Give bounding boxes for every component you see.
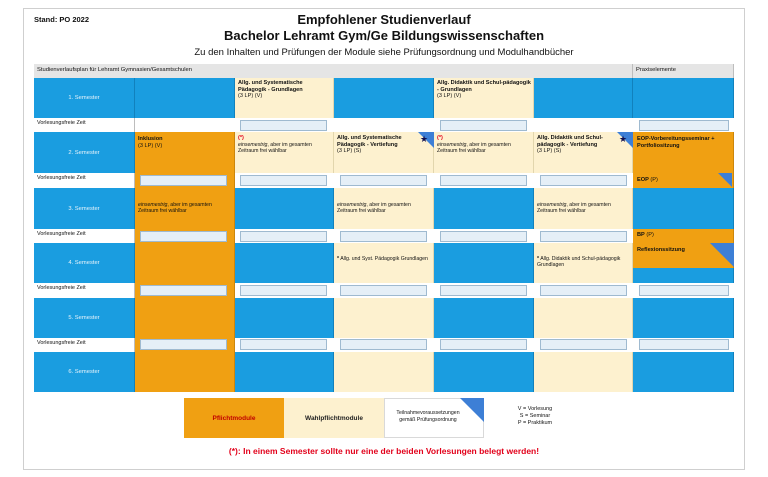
module-allg-vertiefung-lp: (3 LP) (S) bbox=[337, 148, 362, 154]
module-didaktik-vertiefung-title: Allg. Didaktik und Schul-pädagogik - Vertiefung bbox=[537, 135, 603, 148]
vfz-box-3-5 bbox=[540, 231, 627, 242]
semester-6-label: 6. Semester bbox=[34, 352, 135, 392]
footnote-star-1: * bbox=[337, 256, 340, 262]
module-reflexion bbox=[634, 245, 714, 256]
module-bp-title: BP bbox=[637, 232, 645, 238]
legend-abbrev bbox=[500, 406, 570, 427]
vfz-box-1-4 bbox=[440, 120, 527, 131]
stand-label: Stand: PO 2022 bbox=[34, 15, 90, 24]
legend-v: V = Vorlesung bbox=[517, 406, 553, 412]
cell-s6-praxis bbox=[633, 352, 734, 392]
vfz-box-5-1 bbox=[140, 339, 227, 350]
cell-s4-c4 bbox=[434, 243, 534, 283]
cell-s1-c3 bbox=[334, 78, 434, 118]
legend-wahl: Wahlpflichtmodule bbox=[284, 398, 384, 438]
cell-s4-c2 bbox=[235, 243, 334, 283]
semester-5-label: 5. Semester bbox=[34, 298, 135, 338]
legend-p: P = Praktikum bbox=[517, 420, 553, 426]
cell-s3-praxis bbox=[633, 188, 734, 229]
module-didaktik-grundlagen bbox=[434, 78, 534, 102]
vfz-label-5: Vorlesungsfreie Zeit bbox=[34, 338, 135, 352]
vfz-box-3-4 bbox=[440, 231, 527, 242]
vfz-label-3: Vorlesungsfreie Zeit bbox=[34, 229, 135, 243]
vfz-box-5-2 bbox=[240, 339, 327, 350]
cell-s6-c2 bbox=[235, 352, 334, 392]
cell-s2-c4-note bbox=[434, 133, 534, 157]
einsem-text-3: , aber im gesamten Zeitraum frei wählbar bbox=[138, 202, 212, 215]
module-eop-suffix: (P) bbox=[650, 177, 658, 183]
vfz-box-3-1 bbox=[140, 231, 227, 242]
vfz-box-1-2 bbox=[240, 120, 327, 131]
cell-s5-praxis bbox=[633, 298, 734, 338]
module-eop-seminar bbox=[634, 134, 733, 151]
module-bp-suffix: (P) bbox=[646, 232, 654, 238]
table-header-praxis: Praxiselemente bbox=[633, 64, 734, 78]
module-inklusion-lp: (3 LP) (V) bbox=[138, 142, 163, 149]
einsem-em-5: einsemestrig bbox=[537, 202, 567, 208]
footnote-star-2: * bbox=[537, 256, 540, 262]
vfz-box-2-2 bbox=[240, 175, 327, 186]
cell-s6-c3 bbox=[334, 352, 434, 392]
vfz-box-4-5 bbox=[540, 285, 627, 296]
module-allg-grundlagen-lp: (3 LP) (V) bbox=[238, 93, 263, 99]
module-allg-vertiefung-title: Allg. und Systematische Pädagogik - Vertiefung bbox=[337, 135, 402, 148]
cell-s4-praxis-bottom bbox=[633, 268, 734, 283]
inklusion-column bbox=[135, 132, 235, 392]
module-eop bbox=[634, 175, 714, 186]
legend-triangle bbox=[460, 398, 484, 422]
vfz-box-2-4 bbox=[440, 175, 527, 186]
module-reflexion-title: Reflexionssitzung bbox=[637, 247, 685, 253]
footer-text: : In einem Semester sollte nur eine der beiden Vorlesungen belegt werden! bbox=[237, 446, 540, 456]
legend-teilnahme: Teilnahmevoraussetzungen gemäß Prüfungsordnung bbox=[396, 410, 460, 423]
vfz-box-5-3 bbox=[340, 339, 427, 350]
cell-s6-c4 bbox=[434, 352, 534, 392]
cell-s6-c5 bbox=[534, 352, 633, 392]
einsem-em-2: einsemestrig bbox=[437, 141, 467, 148]
info-line: Zu den Inhalten und Prüfungen der Module siehe Prüfungsordnung und Modulhandbücher bbox=[194, 47, 574, 58]
star-icon: ★ bbox=[619, 134, 628, 144]
vfz-box-5-4 bbox=[440, 339, 527, 350]
prerequisite-triangle-4 bbox=[710, 243, 734, 267]
cell-s5-c5 bbox=[534, 298, 633, 338]
module-didaktik-grundlagen-lp: (3 LP) (V) bbox=[437, 93, 462, 99]
module-didaktik-vertiefung-lp: (3 LP) (S) bbox=[537, 148, 562, 154]
vfz-label-4: Vorlesungsfreie Zeit bbox=[34, 283, 135, 298]
vfz-box-4-2 bbox=[240, 285, 327, 296]
vfz-box-4-6 bbox=[639, 285, 729, 296]
vfz-label-2: Vorlesungsfreie Zeit bbox=[34, 173, 135, 188]
footnote-didaktik bbox=[534, 254, 632, 270]
vfz-box-4-4 bbox=[440, 285, 527, 296]
einsem-em-3: einsemestrig bbox=[138, 202, 168, 208]
legend-s: S = Seminar bbox=[519, 413, 551, 419]
allg-vertiefung-note bbox=[334, 200, 432, 216]
module-allg-grundlagen bbox=[235, 78, 334, 102]
vfz-box-5-5 bbox=[540, 339, 627, 350]
module-didaktik-grundlagen-title: Allg. Didaktik und Schul-pädagogik - Grundlagen bbox=[437, 80, 531, 93]
asterisk-note-1: (*) bbox=[238, 135, 244, 141]
vfz-box-5-6 bbox=[639, 339, 729, 350]
star-icon: ★ bbox=[420, 134, 429, 144]
table-header-plan: Studienverlaufsplan für Lehramt Gymnasien/Gesamtschulen bbox=[34, 64, 633, 78]
module-eop-title: EOP bbox=[637, 177, 649, 183]
vfz-box-3-2 bbox=[240, 231, 327, 242]
vfz-box-2-3 bbox=[340, 175, 427, 186]
asterisk-note-2: (*) bbox=[437, 135, 443, 141]
didaktik-vertiefung-note bbox=[534, 200, 632, 216]
inklusion-note bbox=[135, 200, 233, 216]
einsem-text-1: , aber im gesamten Zeitraum frei wählbar bbox=[238, 141, 312, 154]
cell-s3-c2 bbox=[235, 188, 334, 229]
page-title: Empfohlener Studienverlauf bbox=[297, 12, 471, 27]
legend-pflicht: Pflichtmodule bbox=[184, 398, 284, 438]
cell-s5-c4 bbox=[434, 298, 534, 338]
einsem-text-5: , aber im gesamten Zeitraum frei wählbar bbox=[537, 202, 611, 215]
module-allg-vertiefung bbox=[334, 133, 420, 157]
semester-1-label: 1. Semester bbox=[34, 78, 135, 118]
module-didaktik-vertiefung bbox=[534, 133, 620, 157]
prerequisite-triangle-3 bbox=[718, 173, 732, 187]
einsem-em-1: einsemestrig bbox=[238, 141, 268, 148]
einsem-text-4: , aber im gesamten Zeitraum frei wählbar bbox=[337, 202, 411, 215]
vfz-box-3-3 bbox=[340, 231, 427, 242]
footnote-allg bbox=[334, 254, 432, 264]
cell-s1-praxis bbox=[633, 78, 734, 118]
vfz-label-1: Vorlesungsfreie Zeit bbox=[34, 118, 135, 132]
footnote-allg-text: Allg. und Syst. Pädagogik Grundlagen bbox=[340, 256, 428, 262]
module-inklusion-title: Inklusion bbox=[138, 136, 163, 142]
semester-3-label: 3. Semester bbox=[34, 188, 135, 229]
cell-s2-c2-note bbox=[235, 133, 334, 157]
cell-s5-c3 bbox=[334, 298, 434, 338]
vfz-box-4-3 bbox=[340, 285, 427, 296]
module-inklusion bbox=[135, 134, 235, 151]
footer-asterisk: (*) bbox=[228, 446, 238, 456]
module-eop-seminar-title: EOP-Vorbereitungsseminar + Portfoliositzung bbox=[637, 136, 715, 149]
einsem-em-4: einsemestrig bbox=[337, 202, 367, 208]
vfz-box-4-1 bbox=[140, 285, 227, 296]
cell-s1-c1 bbox=[135, 78, 235, 118]
page-subtitle-degree: Bachelor Lehramt Gym/Ge Bildungswissenschaften bbox=[223, 28, 545, 43]
footnote-didaktik-text: Allg. Didaktik und Schul-pädagogik Grundlagen bbox=[537, 256, 621, 269]
cell-s1-c5 bbox=[534, 78, 633, 118]
semester-2-label: 2. Semester bbox=[34, 132, 135, 173]
vfz-box-2-5 bbox=[540, 175, 627, 186]
footer-note bbox=[0, 446, 768, 456]
cell-s5-c2 bbox=[235, 298, 334, 338]
module-bp bbox=[634, 230, 714, 241]
einsem-text-2: , aber im gesamten Zeitraum frei wählbar bbox=[437, 141, 511, 154]
vfz-box-2-1 bbox=[140, 175, 227, 186]
cell-s3-c4 bbox=[434, 188, 534, 229]
vfz-box-1-6 bbox=[639, 120, 729, 131]
semester-4-label: 4. Semester bbox=[34, 243, 135, 283]
module-allg-grundlagen-title: Allg. und Systematische Pädagogik - Grundlagen bbox=[238, 80, 303, 93]
